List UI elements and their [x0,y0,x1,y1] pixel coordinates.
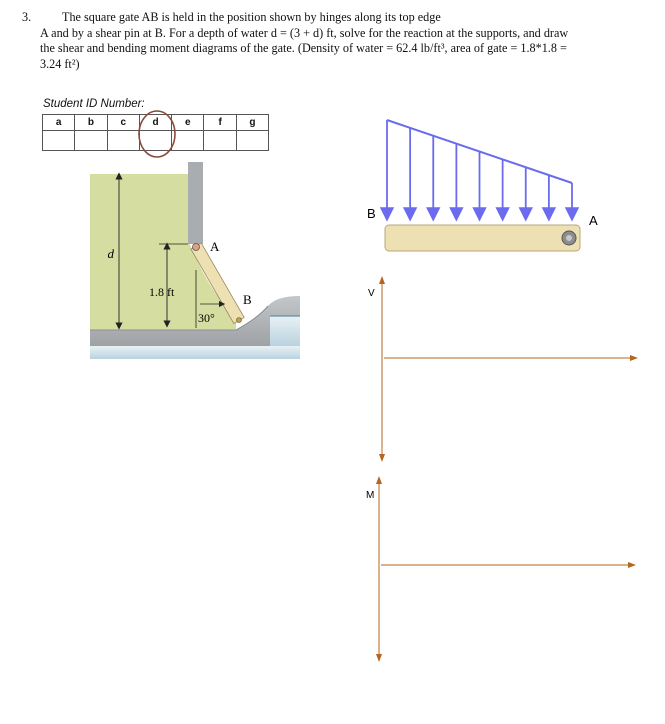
moment-axis-label: M [366,490,375,501]
beam-left-label: B [367,206,376,221]
angle-label: 30° [198,311,215,325]
beam-diagram [367,120,598,251]
student-id-col-d: d [139,115,171,131]
basin [90,346,300,359]
moment-diagram-axes [366,478,634,660]
student-id-highlight-circle [139,111,175,157]
beam [385,225,580,251]
student-id-col-f: f [204,115,236,131]
student-id-col-c: c [107,115,139,131]
problem-line-4: 3.24 ft²) [40,56,80,71]
student-id-label: Student ID Number: [43,98,145,110]
load-arrows [387,120,572,218]
student-id-col-g: g [236,115,268,131]
problem-line-1: 3. The square gate AB is held in the position shown by hinges along its top edge [22,10,441,24]
pin-b [237,318,242,323]
shear-diagram-axes [368,278,636,460]
point-a-label: A [210,239,220,254]
wall [188,162,203,244]
point-b-label: B [243,292,252,307]
student-id-col-a: a [43,115,75,131]
gate-length-label: 1.8 ft [149,285,175,299]
student-id-col-b: b [75,115,107,131]
shear-axis-label: V [368,288,375,299]
student-id-col-e: e [172,115,204,131]
beam-right-label: A [589,213,598,228]
problem-number: 3. [22,10,32,24]
gate-figure [90,162,300,359]
problem-line-3: the shear and bending moment diagrams of the gate. (Density of water = 62.4 lb/ft³, area of gate = 1.8*1.8 = [40,41,567,55]
hinge-a [193,244,200,251]
problem-line-2: A and by a shear pin at B. For a depth of water d = (3 + d) ft, solve for the reaction at the supports, and draw [40,25,569,40]
depth-label: d [107,246,114,261]
